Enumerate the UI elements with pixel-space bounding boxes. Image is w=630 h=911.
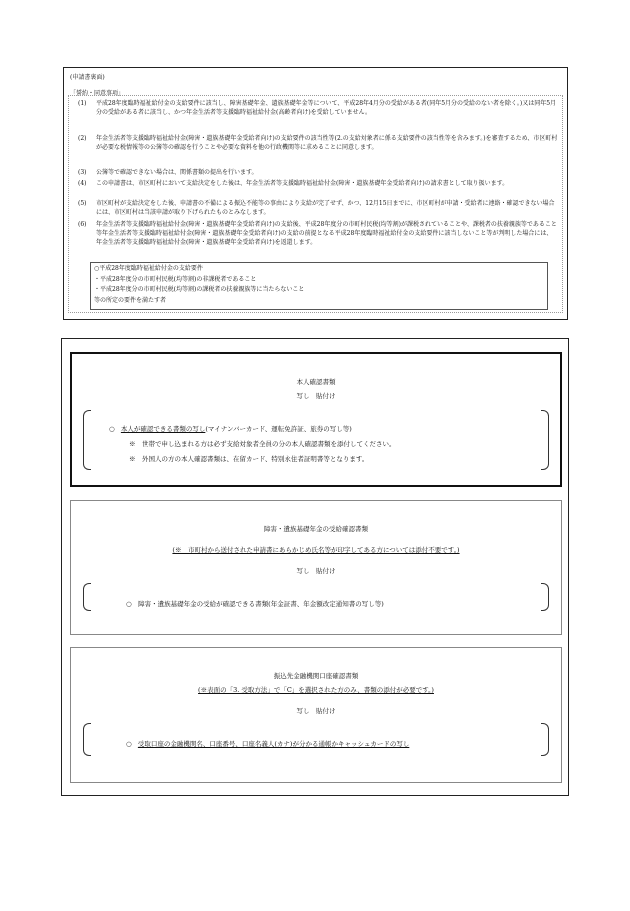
bank-attach-label: 写し 貼付け bbox=[296, 707, 336, 715]
pledge-item-number: (1) bbox=[78, 100, 87, 107]
identity-doc-item bbox=[109, 424, 352, 433]
left-bracket bbox=[83, 583, 91, 611]
pledge-item-number: (4) bbox=[78, 180, 87, 187]
pension-doc-title: 障害・遺族基礎年金の受給確認書類 bbox=[264, 525, 368, 533]
identity-doc-item-examples: (マイナンバーカード、運転免許証、旅券の写し等) bbox=[205, 425, 352, 433]
pledge-item-text: 平成28年度臨時福祉給付金の支給要件に該当し、障害基礎年金、遺族基礎年金等について、平成28年4月分の受給がある者(同年5月分の受給のない者を除く。)又は同年5月分の受給がある者に該当し、かつ年金生活者等支援臨時福祉給付金(高齢者向け)を受給していません。 bbox=[96, 100, 557, 116]
requirement-line: ・平成28年度分の市町村民税(均等割)の非課税者であること bbox=[94, 275, 257, 283]
bank-doc-item-text: 受取口座の金融機関名、口座番号、口座名義人(カナ)が分かる通帳かキャッシュカードの写し bbox=[137, 740, 410, 748]
pension-doc-note bbox=[70, 545, 562, 554]
identity-attach-label: 写し 貼付け bbox=[296, 392, 336, 400]
pledge-item-text: 年金生活者等支援臨時福祉給付金(障害・遺族基礎年金受給者向け)の支給要件の該当性等(2.の支給対象者に係る支給要件の該当性等を含みます。)を審査するため、市区町村が必要な税情報等の公簿等の確認を行うことや必要な資料を他の行政機関等に求めることに同意します。 bbox=[96, 135, 558, 151]
bullet-mark: ○ bbox=[109, 425, 115, 433]
identity-doc-box[interactable] bbox=[70, 352, 562, 487]
bank-doc-note bbox=[70, 685, 562, 694]
pledge-item-text: 公簿等で確認できない場合は、関係書類の提出を行います。 bbox=[96, 169, 258, 176]
identity-note-1: ※ 世帯で申し込まれる方は必ず支給対象者全員の分の本人確認書類を添付してください。 bbox=[129, 440, 396, 448]
requirements-title: ○平成28年度臨時福祉給付金の支給要件 bbox=[94, 265, 203, 272]
bullet-mark: ○ bbox=[126, 740, 132, 748]
left-bracket bbox=[83, 723, 91, 756]
right-bracket bbox=[541, 410, 549, 470]
right-bracket bbox=[541, 723, 549, 756]
bank-doc-title: 振込先金融機関口座確認書類 bbox=[273, 672, 359, 680]
pledge-item-number: (5) bbox=[78, 200, 87, 207]
pledge-item-text: 年金生活者等支援臨時福祉給付金(障害・遺族基礎年金受給者向け)の支給後、平成28年度分の市町村民税(均等割)が課税されていることや、課税者の扶養親族等であること等年金生活者等支援臨時福祉給付金(障害・遺族基礎年金受給者向け)の支給の前提となる平成28年度臨時福祉給付金の支給要件に該当しないこと等が判明した場合には、年金生活者等支援臨時福祉給付金(障害・遺族基礎年金受給者向け)を返還します。 bbox=[96, 221, 557, 246]
bank-doc-item bbox=[126, 739, 409, 748]
left-bracket bbox=[83, 410, 91, 470]
pledge-section-title: 「誓約・同意事項」 bbox=[70, 90, 125, 97]
requirement-line: 等の所定の要件を満たす者 bbox=[94, 296, 167, 304]
identity-doc-title: 本人確認書類 bbox=[296, 378, 336, 386]
pledge-item-number: (2) bbox=[78, 135, 87, 142]
pension-attach-label: 写し 貼付け bbox=[296, 567, 336, 575]
pledge-item-number: (6) bbox=[78, 221, 87, 228]
pledge-item-text: この申請書は、市区町村において支給決定をした後は、年金生活者等支援臨時福祉給付金(障害・遺族基礎年金受給者向け)の請求書として取り扱います。 bbox=[96, 180, 509, 187]
requirement-line: ・平成28年度分の市町村民税(均等割)の課税者の扶養親族等に当たらないこと bbox=[94, 286, 305, 293]
identity-note-2: ※ 外国人の方の本人確認書類は、在留カード、特別永住者証明書等となります。 bbox=[129, 455, 369, 463]
identity-doc-item-underlined: 本人が確認できる書類の写し bbox=[120, 425, 206, 433]
pension-doc-item: ○ 障害・遺族基礎年金の受給が確認できる書類(年金証書、年金額改定通知書の写し等) bbox=[126, 600, 384, 608]
pension-doc-note-text: (※ 市町村から送付された申請書にあらかじめ氏名等が印字してある方については添付不要です。) bbox=[172, 546, 460, 554]
eligibility-requirements-box bbox=[90, 262, 548, 310]
bank-doc-note-text: (※表面の「3. 受取方法」で「C」を選択された方のみ、書類の添付が必要です。) bbox=[198, 686, 434, 694]
bank-doc-box[interactable] bbox=[70, 647, 562, 783]
right-bracket bbox=[541, 583, 549, 611]
pledge-item-text: 市区町村が支給決定をした後、申請書の不備による振込不能等の事由により支給が完了せず、かつ、12月15日までに、市区町村が申請・受給者に連絡・確認できない場合には、市区町村は当該申請が取り下げられたものとみなします。 bbox=[96, 200, 555, 216]
pledge-item-number: (3) bbox=[78, 169, 87, 176]
back-page-heading: (申請書裏面) bbox=[70, 74, 105, 81]
